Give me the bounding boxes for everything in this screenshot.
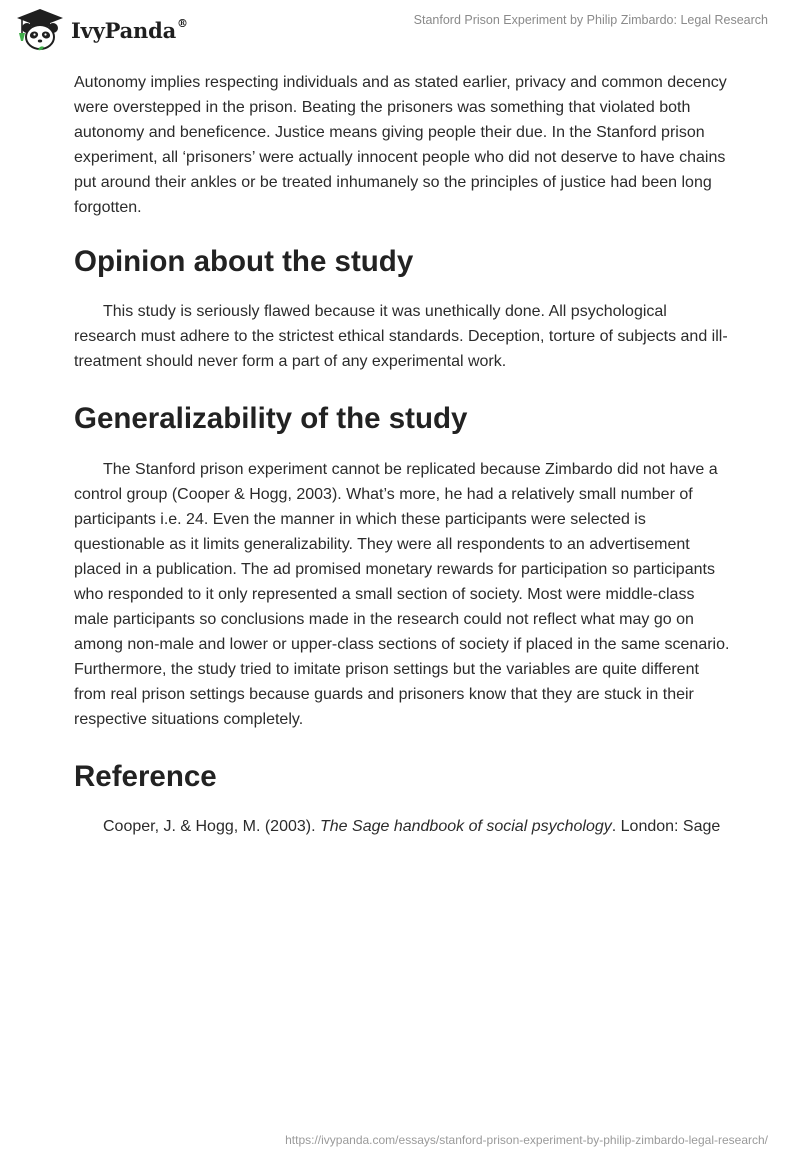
source-url-link[interactable]: https://ivypanda.com/essays/stanford-prison-experiment-by-philip-zimbardo-legal-research/	[285, 1133, 768, 1147]
reference-publisher: . London: Sage	[611, 818, 721, 835]
reference-title: The Sage handbook of social psychology	[320, 818, 612, 835]
reference-authors: Cooper, J. & Hogg, M. (2003).	[103, 818, 320, 835]
intro-paragraph: Autonomy implies respecting individuals and as stated earlier, privacy and common decency were overstepped in the prison. Beating the prisoners was something that violated both autonomy and beneficence. Justice means giving people their due. In the Stanford prison experiment, all ‘prisoners’ were actually innocent people who did not deserve to have chains put around their ankles or be treated inhumanely so the principles of justice had been long forgotten.	[74, 74, 727, 216]
brand-name: IvyPanda®	[71, 16, 188, 43]
ivypanda-logo[interactable]	[14, 6, 188, 54]
opinion-paragraph: This study is seriously flawed because it was unethically done. All psychological research must adhere to the strictest ethical standards. Deception, torture of subjects and ill-treatment should never form a part of any experimental work.	[74, 303, 728, 370]
page-header	[0, 0, 800, 60]
heading-generalizability: Generalizability of the study	[74, 402, 468, 435]
essay-body	[74, 70, 730, 839]
reference-entry	[74, 814, 730, 839]
heading-opinion: Opinion about the study	[74, 245, 414, 278]
generalizability-paragraph: The Stanford prison experiment cannot be replicated because Zimbardo did not have a control group (Cooper & Hogg, 2003). What’s more, he had a relatively small number of participants i.e. 24. Even the manner in which these participants were selected is questionable as it limits generalizability. They were all respondents to an advertisement placed in a publication. The ad promised monetary rewards for participation so participants who responded to it only represented a small section of society. Most were middle-class male participants so conclusions made in the research could not reflect what may go on among non-male and lower or upper-class sections of society if placed in the same scenario. Furthermore, the study tried to imitate prison settings but the variables are quite different from real prison settings because guards and prisoners know that they are stuck in their respective situations completely.	[74, 461, 730, 728]
registered-mark: ®	[177, 16, 188, 30]
running-title: Stanford Prison Experiment by Philip Zimbardo: Legal Research	[413, 13, 768, 27]
panda-graduate-icon	[14, 7, 66, 53]
heading-reference: Reference	[74, 760, 217, 793]
